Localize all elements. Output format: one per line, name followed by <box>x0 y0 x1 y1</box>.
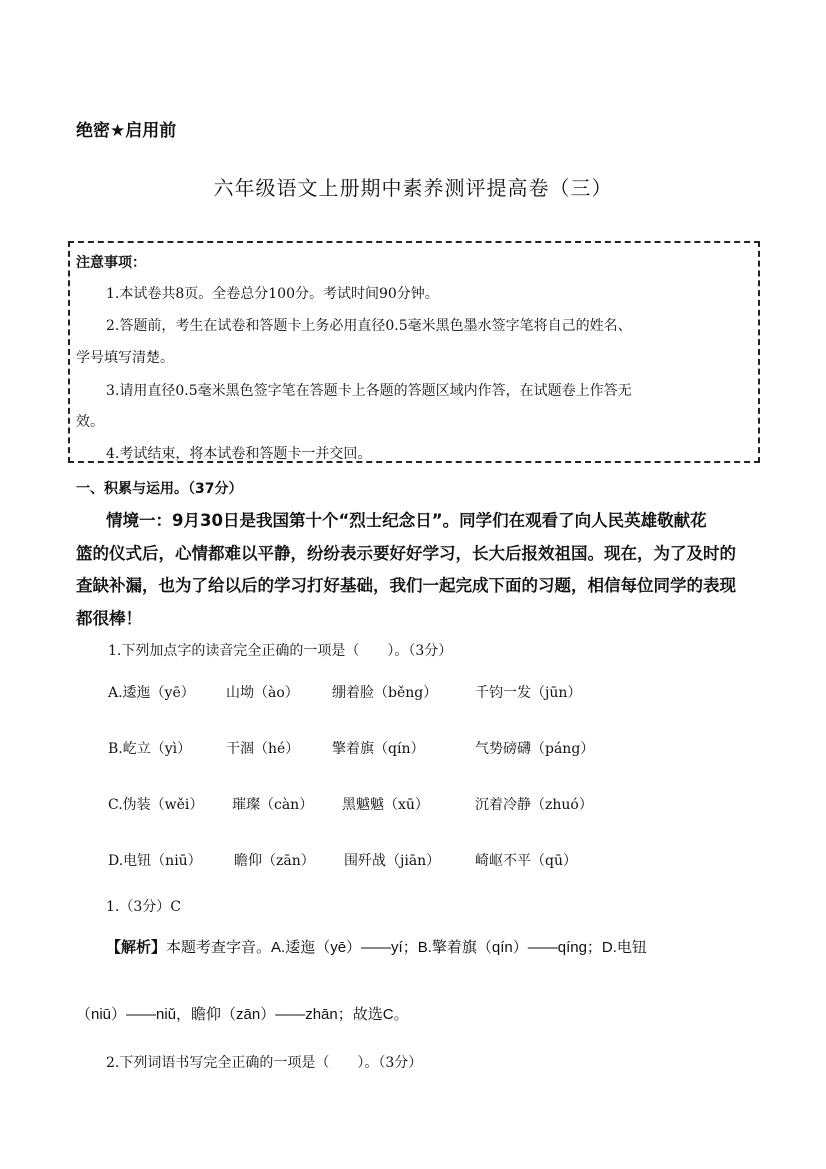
scenario-line: 情境一：9月30日是我国第十个“烈士纪念日”。同学们在观看了向人民英雄敬献花 <box>106 511 707 530</box>
option-word: D.电钮（niū） <box>108 853 202 869</box>
notice-item: 4.考试结束，将本试卷和答题卡一并交回。 <box>106 446 372 462</box>
question-1-stem: 1.下列加点字的读音完全正确的一项是（ ）。（3分） <box>108 643 453 659</box>
notice-item: 1.本试卷共8页。全卷总分100分。考试时间90分钟。 <box>106 286 439 302</box>
scenario-line: 篮的仪式后，心情都难以平静，纷纷表示要好好学习，长大后报效祖国。现在，为了及时的 <box>76 544 736 563</box>
scenario-line: 都很棒！ <box>76 609 142 628</box>
question-2-stem: 2.下列词语书写完全正确的一项是（ ）。（3分） <box>106 1055 423 1071</box>
notice-heading: 注意事项： <box>76 255 146 271</box>
option-word: A.逶迤（yē） <box>108 685 195 701</box>
option-word: 瞻仰（zān） <box>234 853 315 869</box>
analysis-continued: （niū）——niǔ，瞻仰（zān）——zhān；故选C。 <box>76 1006 409 1023</box>
option-word: C.伪装（wěi） <box>108 797 204 813</box>
option-word: 气势磅礴（páng） <box>475 741 595 757</box>
notice-item: 学号填写清楚。 <box>76 350 174 366</box>
notice-item: 2.答题前，考生在试卷和答题卡上务必用直径0.5毫米黑色墨水签字笔将自己的姓名、 <box>106 318 632 334</box>
option-word: 山坳（ào） <box>226 685 299 701</box>
option-word: 崎岖不平（qū） <box>475 853 577 869</box>
scenario-line: 查缺补漏，也为了给以后的学习打好基础，我们一起完成下面的习题，相信每位同学的表现 <box>76 576 736 595</box>
analysis-label: 【解析】 <box>106 939 167 956</box>
option-word: B.屹立（yì） <box>108 741 192 757</box>
option-word: 围歼战（jiān） <box>344 853 441 869</box>
option-word: 干涸（hé） <box>226 741 300 757</box>
option-word: 沉着冷静（zhuó） <box>475 797 593 813</box>
notice-item: 3.请用直径0.5毫米黑色签字笔在答题卡上各题的答题区域内作答，在试题卷上作答无 <box>106 383 632 399</box>
option-word: 擎着旗（qín） <box>332 741 425 757</box>
analysis <box>106 936 647 957</box>
option-word: 绷着脸（běng） <box>332 685 438 701</box>
section-heading: 一、积累与运用。（37分） <box>76 481 243 497</box>
confidential-label: 绝密★启用前 <box>76 121 177 141</box>
notice-item: 效。 <box>76 414 104 430</box>
page-title: 六年级语文上册期中素养测评提高卷（三） <box>213 176 613 200</box>
option-word: 千钧一发（jūn） <box>475 685 582 701</box>
option-word: 璀璨（càn） <box>232 797 314 813</box>
option-word: 黑魆魆（xū） <box>342 797 429 813</box>
answer-1: 1.（3分）C <box>106 899 181 915</box>
analysis-text: 本题考查字音。A.逶迤（yē）——yí；B.擎着旗（qín）——qíng；D.电钮 <box>166 939 647 956</box>
